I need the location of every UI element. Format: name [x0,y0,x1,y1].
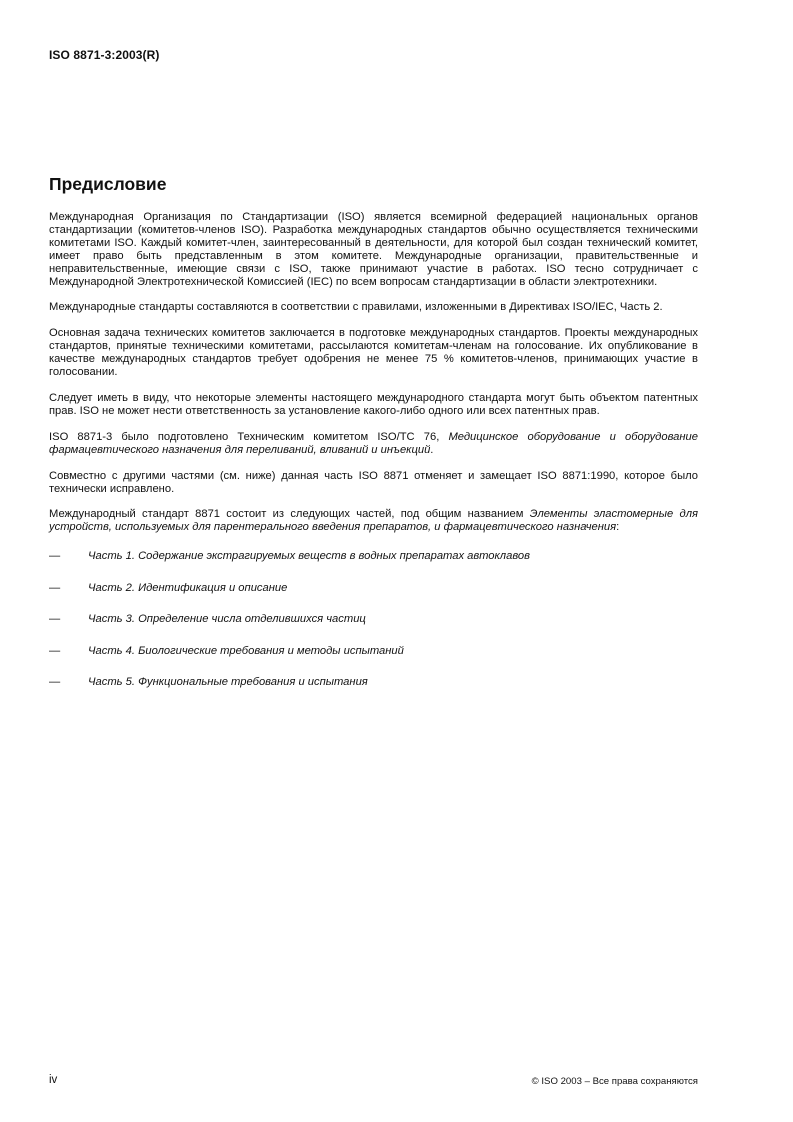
page-number: iv [49,1074,58,1086]
part-title: Часть 4. Биологические требования и методы испытаний [88,644,404,657]
general-title: Элементы эластомерные для устройств, используемых для парентерального введения препаратов, и фармацевтического назначения [49,508,699,534]
list-item [49,613,698,626]
document-id-header: ISO 8871-3:2003(R) [49,48,160,62]
foreword-body [49,211,698,708]
paragraph-directives: Международные стандарты составляются в соответствии с правилами, изложенными в Директивах ISO/IEC, Часть 2. [49,301,663,314]
list-item [49,645,698,658]
copyright-notice: © ISO 2003 – Все права сохраняются [531,1076,698,1087]
prepared-by-lead: ISO 8871-3 было подготовлено Техническим комитетом ISO/TC 76, [49,430,449,443]
list-dash: — [49,613,61,626]
committee-title: Медицинское оборудование и оборудование фармацевтического назначения для переливаний, вливаний и инъекций [49,430,698,456]
paragraph-patent-rights: Следует иметь в виду, что некоторые элементы настоящего международного стандарта могут быть объектом патентных прав. ISO не может нести ответственность за установление какого-либо одного или всех патентных прав. [49,391,698,417]
list-dash: — [49,550,61,563]
paragraph-iso-organization: Международная Организация по Стандартизации (ISO) является всемирной федерацией национальных органов стандартизации (комитетов-членов ISO). Разработка международных стандартов обычно осуществляется техническими комитетами ISO. Каждый комитет-член, заинтересованный в деятельности, для которой был создан технический комитет, имеет право быть представленным в этом комитете. Международные организации, правительственные и неправительственные, имеющие связи с ISO, также принимают участие в работах. ISO тесно сотрудничает с Международной Электротехнической Комиссией (IEC) по всем вопросам стандартизации в области электротехники. [49,211,698,288]
parts-intro-lead: Международный стандарт 8871 состоит из следующих частей, под общим названием [49,508,530,521]
list-dash: — [49,644,61,657]
part-title: Часть 2. Идентификация и описание [88,581,288,594]
prepared-by-end: . [430,443,434,456]
paragraph-parts-intro [49,508,698,534]
paragraph-replaces: Совместно с другими частями (см. ниже) данная часть ISO 8871 отменяет и замещает ISO 8871:1990, которое было технически исправлено. [49,469,698,495]
list-item [49,550,698,563]
list-item [49,582,698,595]
section-title: Предисловие [49,174,167,194]
paragraph-committees-task: Основная задача технических комитетов заключается в подготовке международных стандартов. Проекты международных стандартов, принятые техническими комитетами, рассылаются комитетам-членам на голосование. Их опубликование в качестве международных стандартов требует одобрения не менее 75 % комитетов-членов, принимающих участие в голосовании. [49,327,698,379]
list-dash: — [49,581,61,594]
part-title: Часть 3. Определение числа отделившихся частиц [88,613,366,626]
paragraph-prepared-by [49,431,698,457]
list-item [49,676,698,689]
parts-list [49,550,698,689]
parts-intro-end: : [616,521,620,534]
part-title: Часть 5. Функциональные требования и испытания [88,676,368,689]
part-title: Часть 1. Содержание экстрагируемых веществ в водных препаратах автоклавов [88,550,530,563]
list-dash: — [49,676,61,689]
